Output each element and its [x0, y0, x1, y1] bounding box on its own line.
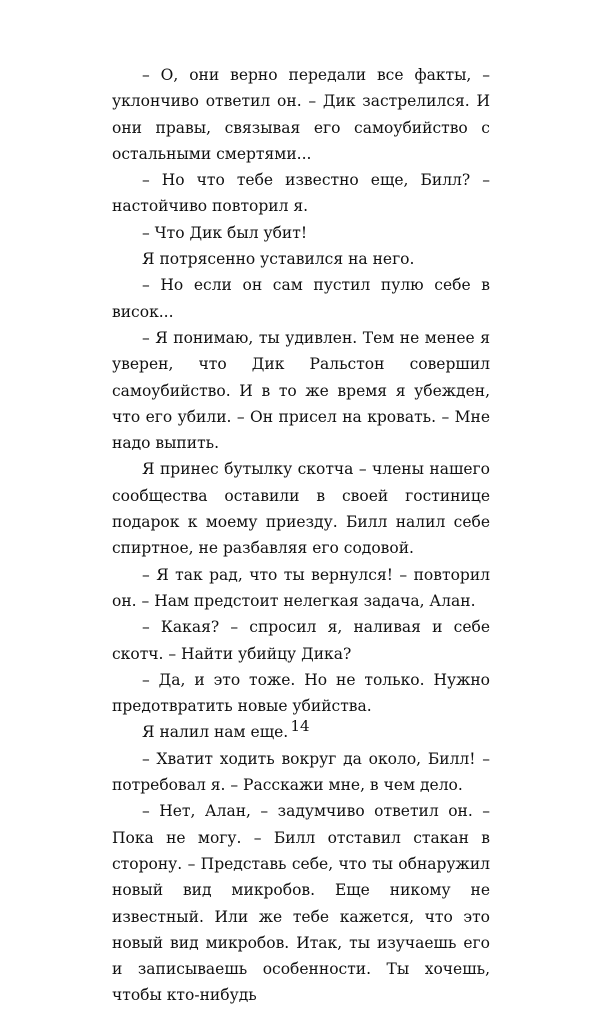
paragraph: – О, они верно передали все факты, – уклончиво ответил он. – Дик застрелился. И они правы, связывая его самоубийство с остальными смертями...: [112, 66, 490, 163]
paragraph: Я потрясенно уставился на него.: [142, 250, 415, 269]
paragraph: – Хватит ходить вокруг да около, Билл! – потребовал я. – Расскажи мне, в чем дело.: [112, 749, 490, 795]
paragraph: – Да, и это тоже. Но не только. Нужно предотвратить новые убийства.: [112, 670, 490, 716]
paragraph: – Я так рад, что ты вернулся! – повторил он. – Нам предстоит нелегкая задача, Алан.: [112, 565, 490, 610]
paragraph: – Какая? – спросил я, наливая и себе скотч. – Найти убийцу Дика?: [112, 618, 490, 663]
body-text: [112, 62, 490, 1009]
paragraph: – Нет, Алан, – задумчиво ответил он. – Пока не могу. – Билл отставил стакан в сторону. – Представь себе, что ты обнаружил новый вид микробов. Еще никому не известный. Или же тебе кажется, что это новый вид микробов. Итак, ты изучаешь его и записываешь особенности. Ты хочешь, чтобы кто-нибудь: [112, 802, 490, 1005]
paragraph: – Но что тебе известно еще, Билл? – настойчиво повторил я.: [112, 171, 490, 216]
paragraph: – Но если он сам пустил пулю себе в висок...: [112, 276, 490, 321]
paragraph: – Я понимаю, ты удивлен. Тем не менее я уверен, что Дик Ральстон совершил самоубийство. И в то же время я убежден, что его убили. – Он присел на кровать. – Мне надо выпить.: [112, 328, 490, 453]
paragraph: – Что Дик был убит!: [142, 223, 308, 242]
paragraph: Я налил нам еще.: [142, 723, 289, 742]
page-number: 14: [290, 717, 310, 735]
paragraph: Я принес бутылку скотча – члены нашего сообщества оставили в своей гостинице подарок к моему приезду. Билл налил себе спиртное, не разбавляя его содовой.: [112, 460, 490, 558]
